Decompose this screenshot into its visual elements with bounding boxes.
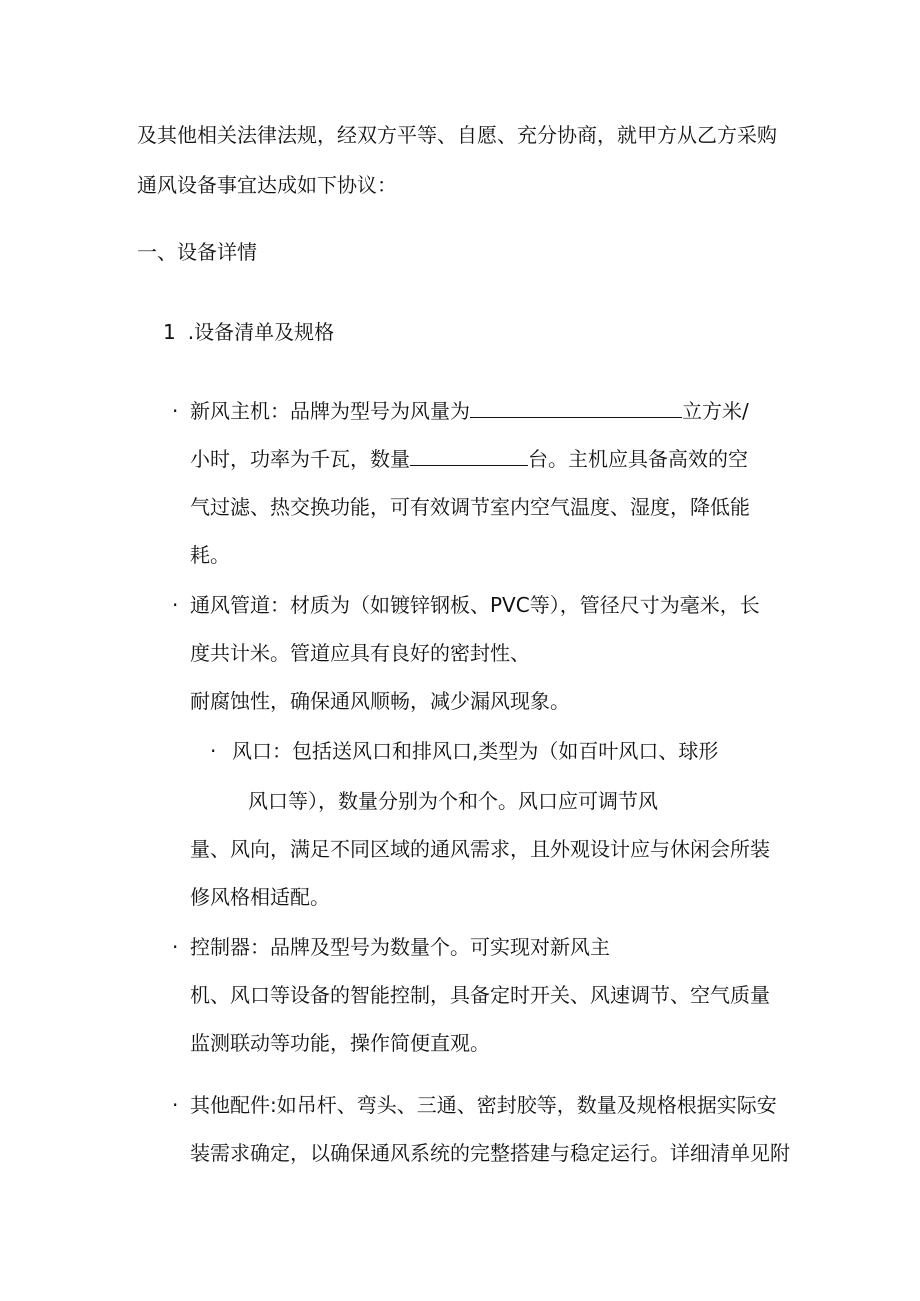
host-text: 立方米/ <box>682 399 749 423</box>
blank-field <box>410 447 528 466</box>
blank-field <box>470 399 682 418</box>
subsection-title: .设备清单及规格 <box>187 320 335 344</box>
controller-line-2: 机、风口等设备的智能控制，具备定时开关、风速调节、空气质量 <box>190 983 770 1007</box>
host-line-1 <box>190 399 749 423</box>
duct-line-1: 通风管道：材质为（如镀锌钢板、PVC等），管径尺寸为毫米，长 <box>190 593 760 617</box>
duct-line-3: 耐腐蚀性，确保通风顺畅，减少漏风现象。 <box>190 689 570 713</box>
subsection-number: 1 <box>163 320 176 344</box>
controller-line-1: 控制器：品牌及型号为数量个。可实现对新风主 <box>190 935 610 959</box>
host-text: 新风主机：品牌为型号为风量为 <box>190 399 470 423</box>
vent-line-4: 修风格相适配。 <box>190 885 330 909</box>
intro-line-2: 通风设备事宜达成如下协议： <box>137 173 397 197</box>
bullet-marker: · <box>210 739 217 763</box>
vent-line-3: 量、风向，满足不同区域的通风需求，且外观设计应与休闲会所装 <box>190 837 770 861</box>
bullet-marker: · <box>172 1093 179 1117</box>
vent-line-1: 风口：包括送风口和排风口,类型为（如百叶风口、球形 <box>232 739 719 763</box>
parts-line-2: 装需求确定，以确保通风系统的完整搭建与稳定运行。详细清单见附 <box>190 1141 790 1165</box>
duct-line-2: 度共计米。管道应具有良好的密封性、 <box>190 641 530 665</box>
parts-line-1: 其他配件:如吊杆、弯头、三通、密封胶等，数量及规格根据实际安 <box>190 1093 777 1117</box>
section-heading: 一、设备详情 <box>137 240 257 264</box>
host-text: 台。主机应具备高效的空 <box>528 447 748 471</box>
bullet-marker: · <box>172 935 179 959</box>
intro-line-1: 及其他相关法律法规，经双方平等、自愿、充分协商，就甲方从乙方采购 <box>137 123 777 147</box>
bullet-marker: · <box>172 593 179 617</box>
host-line-3: 气过滤、热交换功能，可有效调节室内空气温度、湿度，降低能 <box>190 495 750 519</box>
host-line-4: 耗。 <box>190 543 230 567</box>
controller-line-3: 监测联动等功能，操作简便直观。 <box>190 1031 490 1055</box>
bullet-marker: · <box>172 399 179 423</box>
host-line-2 <box>190 447 748 471</box>
vent-line-2: 风口等），数量分别为个和个。风口应可调节风 <box>248 789 658 813</box>
subsection-heading <box>163 320 334 344</box>
host-text: 小时，功率为千瓦，数量 <box>190 447 410 471</box>
